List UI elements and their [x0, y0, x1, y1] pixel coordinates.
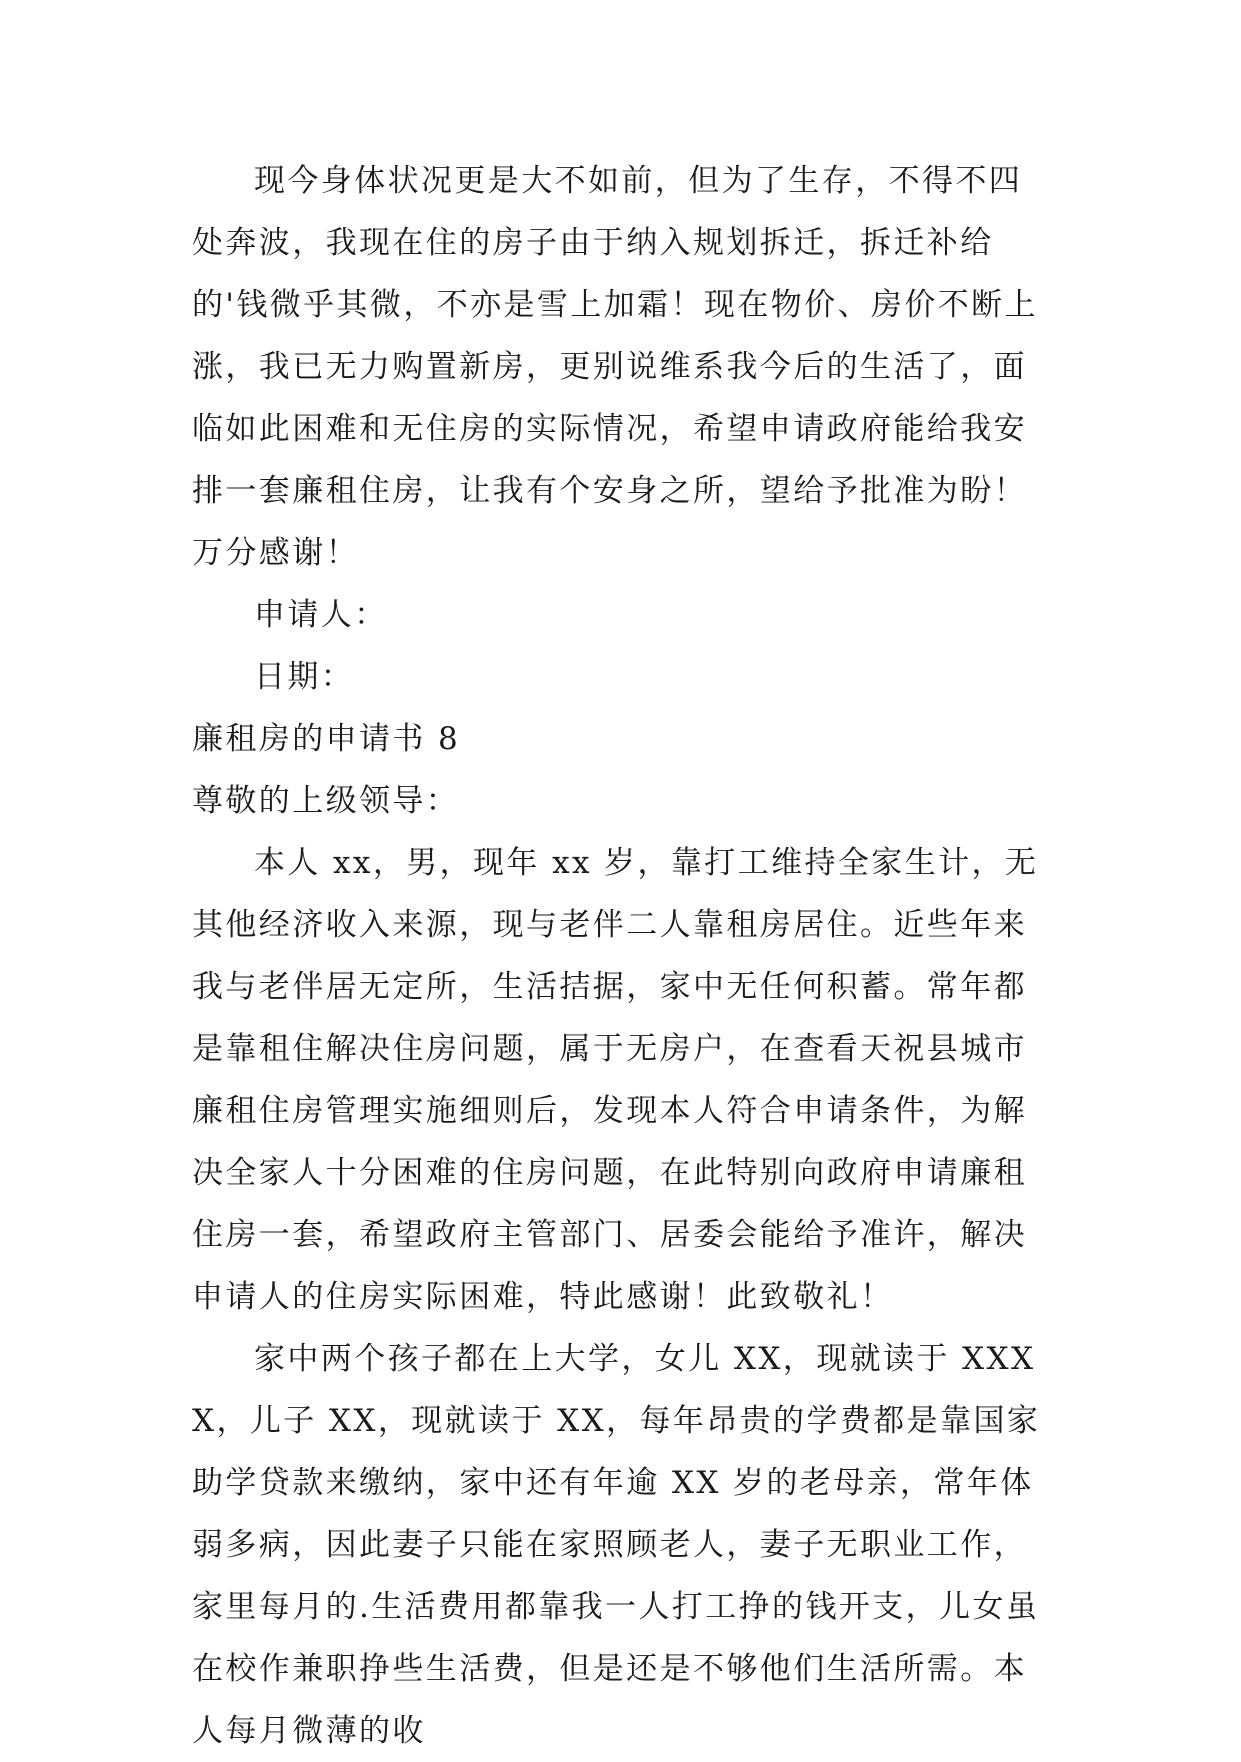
document-body — [192, 150, 1050, 1762]
body-paragraph-health: 现今身体状况更是大不如前，但为了生存，不得不四处奔波，我现在住的房子由于纳入规划拆迁，拆迁补给的'钱微乎其微，不亦是雪上加霜！现在物价、房价不断上涨，我已无力购置新房，更别说维系我今后的生活了，面临如此困难和无住房的实际情况，希望申请政府能给我安排一套廉租住房，让我有个安身之所，望给予批准为盼！万分感谢！ — [192, 163, 1038, 571]
body-paragraph-family: 家中两个孩子都在上大学，女儿 XX，现就读于 XXXX，儿子 XX，现就读于 XX，每年昂贵的学费都是靠国家助学贷款来缴纳，家中还有年逾 XX 岁的老母亲，常年体弱多病，因此妻子只能在家照顾老人，妻子无职业工作，家里每月的.生活费用都靠我一人打工挣的钱开支，儿女虽在校作兼职挣些生活费，但是还是不够他们生活所需。本人每月微薄的收 — [192, 1341, 1041, 1749]
applicant-label: 申请人： — [254, 597, 388, 633]
section-title: 廉租房的申请书 8 — [192, 721, 461, 757]
salutation: 尊敬的上级领导： — [192, 783, 460, 819]
date-label: 日期： — [254, 659, 355, 695]
body-paragraph-application: 本人 xx，男，现年 xx 岁，靠打工维持全家生计，无其他经济收入来源，现与老伴二人靠租房居住。近些年来我与老伴居无定所，生活拮据，家中无任何积蓄。常年都是靠租住解决住房问题，属于无房户，在查看天祝县城市廉租住房管理实施细则后，发现本人符合申请条件，为解决全家人十分困难的住房问题，在此特别向政府申请廉租住房一套，希望政府主管部门、居委会能给予准许，解决申请人的住房实际困难，特此感谢！此致敬礼！ — [192, 845, 1039, 1315]
